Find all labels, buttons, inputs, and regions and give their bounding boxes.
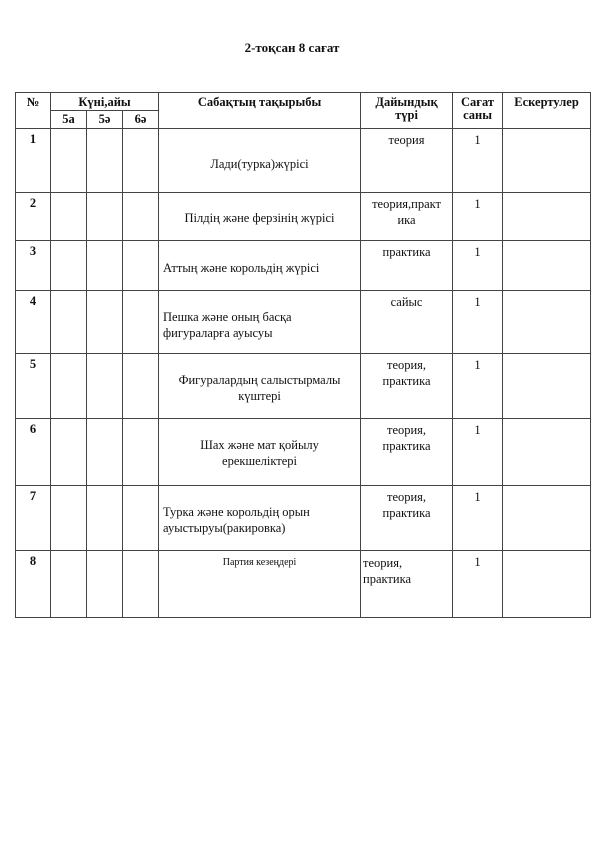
row-type: теория, практика bbox=[361, 551, 453, 618]
row-num: 7 bbox=[16, 486, 51, 551]
date-cell[interactable] bbox=[123, 129, 159, 193]
row-num: 1 bbox=[16, 129, 51, 193]
date-cell[interactable] bbox=[51, 486, 87, 551]
row-topic: Пілдің және ферзінің жүрісі bbox=[159, 193, 361, 241]
notes-cell[interactable] bbox=[503, 486, 591, 551]
row-type: теория bbox=[361, 129, 453, 193]
date-cell[interactable] bbox=[123, 193, 159, 241]
date-cell[interactable] bbox=[123, 354, 159, 419]
row-hours: 1 bbox=[453, 354, 503, 419]
header-date: Күні,айы bbox=[51, 93, 159, 111]
table-row bbox=[16, 291, 591, 354]
row-hours: 1 bbox=[453, 241, 503, 291]
row-topic: Шах және мат қойылу ерекшеліктері bbox=[159, 419, 361, 486]
notes-cell[interactable] bbox=[503, 354, 591, 419]
notes-cell[interactable] bbox=[503, 193, 591, 241]
header-class-6a: 6ә bbox=[123, 111, 159, 129]
row-hours: 1 bbox=[453, 193, 503, 241]
row-num: 4 bbox=[16, 291, 51, 354]
date-cell[interactable] bbox=[51, 193, 87, 241]
table-row bbox=[16, 419, 591, 486]
header-hours: Сағат саны bbox=[453, 93, 503, 129]
row-type: сайыс bbox=[361, 291, 453, 354]
date-cell[interactable] bbox=[123, 291, 159, 354]
notes-cell[interactable] bbox=[503, 129, 591, 193]
row-hours: 1 bbox=[453, 129, 503, 193]
notes-cell[interactable] bbox=[503, 419, 591, 486]
row-topic: Фигуралардың салыстырмалы күштері bbox=[159, 354, 361, 419]
date-cell[interactable] bbox=[123, 486, 159, 551]
header-num: № bbox=[16, 93, 51, 129]
header-topic: Сабақтың тақырыбы bbox=[159, 93, 361, 129]
header-class-5a: 5а bbox=[51, 111, 87, 129]
row-hours: 1 bbox=[453, 419, 503, 486]
date-cell[interactable] bbox=[51, 291, 87, 354]
table-row bbox=[16, 129, 591, 193]
date-cell[interactable] bbox=[51, 551, 87, 618]
date-cell[interactable] bbox=[51, 354, 87, 419]
date-cell[interactable] bbox=[51, 241, 87, 291]
row-num: 5 bbox=[16, 354, 51, 419]
header-type: Дайындық түрі bbox=[361, 93, 453, 129]
date-cell[interactable] bbox=[87, 419, 123, 486]
date-cell[interactable] bbox=[87, 354, 123, 419]
date-cell[interactable] bbox=[87, 551, 123, 618]
table-row bbox=[16, 193, 591, 241]
date-cell[interactable] bbox=[87, 129, 123, 193]
row-topic: Пешка және оның басқа фигураларға ауысуы bbox=[159, 291, 361, 354]
row-type: теория,практ ика bbox=[361, 193, 453, 241]
row-num: 6 bbox=[16, 419, 51, 486]
title-text: 2-тоқсан 8 сағат bbox=[244, 40, 340, 55]
notes-cell[interactable] bbox=[503, 291, 591, 354]
header-notes: Ескертулер bbox=[503, 93, 591, 129]
date-cell[interactable] bbox=[123, 551, 159, 618]
row-hours: 1 bbox=[453, 291, 503, 354]
row-topic: Аттың және корольдің жүрісі bbox=[159, 241, 361, 291]
row-hours: 1 bbox=[453, 551, 503, 618]
schedule-table bbox=[15, 92, 591, 618]
table-row bbox=[16, 354, 591, 419]
row-type: теория, практика bbox=[361, 486, 453, 551]
date-cell[interactable] bbox=[87, 193, 123, 241]
row-topic: Лади(турка)жүрісі bbox=[159, 129, 361, 193]
row-type: теория, практика bbox=[361, 354, 453, 419]
row-topic: Партия кезеңдері bbox=[159, 551, 361, 618]
table-row bbox=[16, 241, 591, 291]
date-cell[interactable] bbox=[87, 486, 123, 551]
table-row bbox=[16, 551, 591, 618]
page-title bbox=[0, 40, 600, 56]
row-type: практика bbox=[361, 241, 453, 291]
date-cell[interactable] bbox=[87, 241, 123, 291]
date-cell[interactable] bbox=[87, 291, 123, 354]
date-cell[interactable] bbox=[123, 241, 159, 291]
row-topic: Турка және корольдің орын ауыстыруы(ракировка) bbox=[159, 486, 361, 551]
notes-cell[interactable] bbox=[503, 551, 591, 618]
row-num: 3 bbox=[16, 241, 51, 291]
header-class-5a2: 5ә bbox=[87, 111, 123, 129]
table-row bbox=[16, 486, 591, 551]
notes-cell[interactable] bbox=[503, 241, 591, 291]
date-cell[interactable] bbox=[51, 129, 87, 193]
row-hours: 1 bbox=[453, 486, 503, 551]
row-type: теория, практика bbox=[361, 419, 453, 486]
row-num: 2 bbox=[16, 193, 51, 241]
row-num: 8 bbox=[16, 551, 51, 618]
date-cell[interactable] bbox=[123, 419, 159, 486]
date-cell[interactable] bbox=[51, 419, 87, 486]
